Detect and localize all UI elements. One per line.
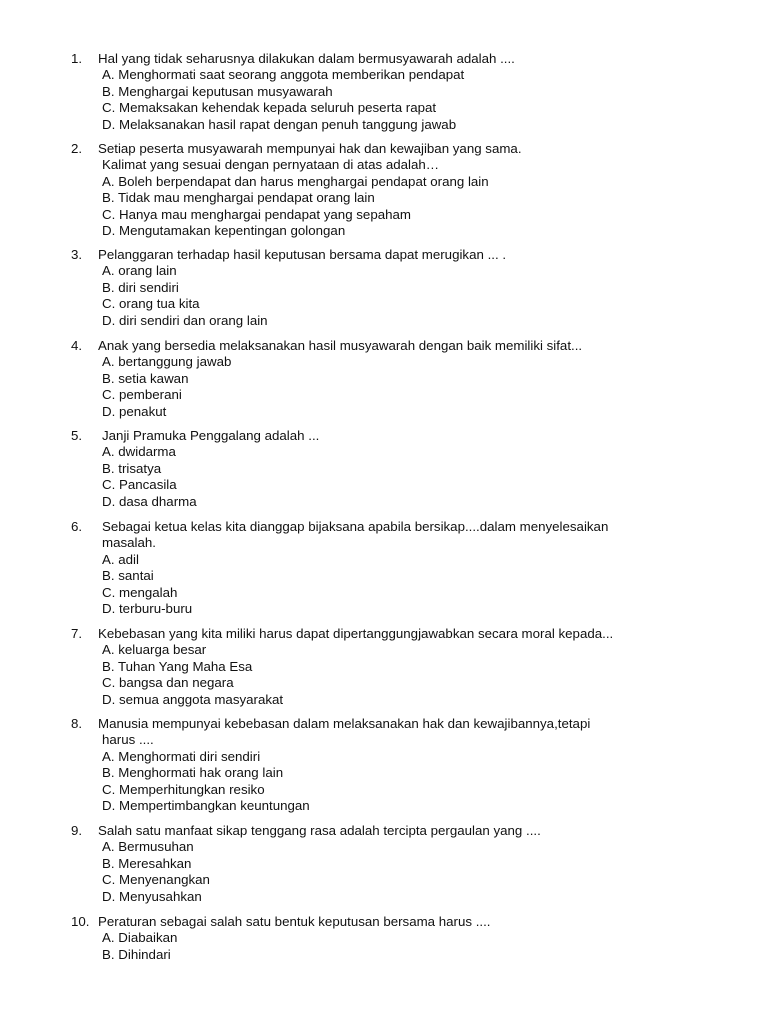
question-number: 6. — [71, 519, 83, 534]
question-stem — [71, 823, 711, 839]
question-number: 3. — [71, 247, 83, 262]
question-text: Salah satu manfaat sikap tenggang rasa adalah tercipta pergaulan yang .... — [98, 823, 541, 838]
option-a: A. bertanggung jawab — [102, 354, 232, 370]
question-5 — [71, 428, 711, 510]
option-d: D. diri sendiri dan orang lain — [102, 312, 268, 328]
option-d: D. terburu-buru — [102, 600, 193, 616]
option-c: C. bangsa dan negara — [102, 675, 234, 691]
option-b: B. Meresahkan — [102, 855, 192, 871]
question-4 — [71, 338, 711, 420]
question-stem — [71, 914, 711, 930]
option-d: D. dasa dharma — [102, 493, 197, 509]
question-stem — [71, 51, 711, 67]
option-a: A. orang lain — [102, 263, 177, 279]
option-d: D. Menyusahkan — [102, 888, 202, 904]
option-c: C. Menyenangkan — [102, 872, 210, 888]
option-c: C. orang tua kita — [102, 296, 200, 312]
question-text: Pelanggaran terhadap hasil keputusan bersama dapat merugikan ... . — [98, 247, 507, 262]
question-stem — [71, 626, 711, 642]
option-b: B. Menghormati hak orang lain — [102, 765, 284, 781]
option-b: B. diri sendiri — [102, 279, 179, 295]
option-b: B. Tuhan Yang Maha Esa — [102, 658, 253, 674]
question-number: 8. — [71, 716, 83, 731]
option-d: D. Mempertimbangkan keuntungan — [102, 797, 310, 813]
question-stem — [71, 247, 711, 263]
option-c: C. Memaksakan kehendak kepada seluruh peserta rapat — [102, 100, 437, 116]
option-a: A. Diabaikan — [102, 930, 178, 946]
option-c: C. pemberani — [102, 387, 182, 403]
question-stem — [71, 428, 711, 444]
question-text-continued: masalah. — [102, 535, 156, 551]
question-7 — [71, 626, 711, 708]
option-b: B. Tidak mau menghargai pendapat orang lain — [102, 190, 375, 206]
option-d: D. penakut — [102, 403, 167, 419]
question-number: 4. — [71, 338, 83, 353]
question-text: Sebagai ketua kelas kita dianggap bijaksana apabila bersikap....dalam menyelesaikan — [102, 519, 609, 534]
question-number: 1. — [71, 51, 83, 66]
question-text: Hal yang tidak seharusnya dilakukan dalam bermusyawarah adalah .... — [98, 51, 515, 66]
option-b: B. santai — [102, 568, 154, 584]
option-b: B. Menghargai keputusan musyawarah — [102, 83, 333, 99]
option-c: C. Pancasila — [102, 477, 177, 493]
question-10 — [71, 914, 711, 963]
question-number: 5. — [71, 428, 83, 443]
question-9 — [71, 823, 711, 905]
option-a: A. adil — [102, 551, 139, 567]
question-number: 9. — [71, 823, 83, 838]
question-stem — [71, 519, 711, 535]
question-text: Setiap peserta musyawarah mempunyai hak dan kewajiban yang sama. — [98, 141, 522, 156]
option-b: B. trisatya — [102, 460, 162, 476]
question-number: 7. — [71, 626, 83, 641]
question-number: 2. — [71, 141, 83, 156]
question-stem — [71, 716, 711, 732]
option-c: C. mengalah — [102, 584, 178, 600]
option-a: A. Boleh berpendapat dan harus menghargai pendapat orang lain — [102, 173, 489, 189]
option-c: C. Memperhitungkan resiko — [102, 781, 265, 797]
question-text: Peraturan sebagai salah satu bentuk keputusan bersama harus .... — [98, 914, 491, 929]
option-d: D. Melaksanakan hasil rapat dengan penuh tanggung jawab — [102, 116, 457, 132]
question-text: Kebebasan yang kita miliki harus dapat dipertanggungjawabkan secara moral kepada... — [98, 626, 614, 641]
question-text-continued: harus .... — [102, 732, 154, 748]
question-number: 10. — [71, 914, 90, 929]
question-3 — [71, 247, 711, 329]
option-d: D. semua anggota masyarakat — [102, 691, 284, 707]
question-text-continued: Kalimat yang sesuai dengan pernyataan di atas adalah… — [102, 157, 440, 173]
option-c: C. Hanya mau menghargai pendapat yang sepaham — [102, 206, 411, 222]
option-b: B. setia kawan — [102, 370, 189, 386]
question-8 — [71, 716, 711, 814]
option-a: A. dwidarma — [102, 444, 176, 460]
question-text: Manusia mempunyai kebebasan dalam melaksanakan hak dan kewajibannya,tetapi — [98, 716, 591, 731]
option-a: A. Menghormati diri sendiri — [102, 748, 261, 764]
option-a: A. Bermusuhan — [102, 839, 194, 855]
question-stem — [71, 141, 711, 157]
option-b: B. Dihindari — [102, 946, 171, 962]
option-a: A. keluarga besar — [102, 642, 207, 658]
question-1 — [71, 51, 711, 133]
question-stem — [71, 338, 711, 354]
option-d: D. Mengutamakan kepentingan golongan — [102, 222, 346, 238]
question-6 — [71, 519, 711, 617]
question-text: Anak yang bersedia melaksanakan hasil musyawarah dengan baik memiliki sifat... — [98, 338, 583, 353]
option-a: A. Menghormati saat seorang anggota memberikan pendapat — [102, 67, 465, 83]
question-text: Janji Pramuka Penggalang adalah ... — [102, 428, 320, 443]
question-2 — [71, 141, 711, 239]
